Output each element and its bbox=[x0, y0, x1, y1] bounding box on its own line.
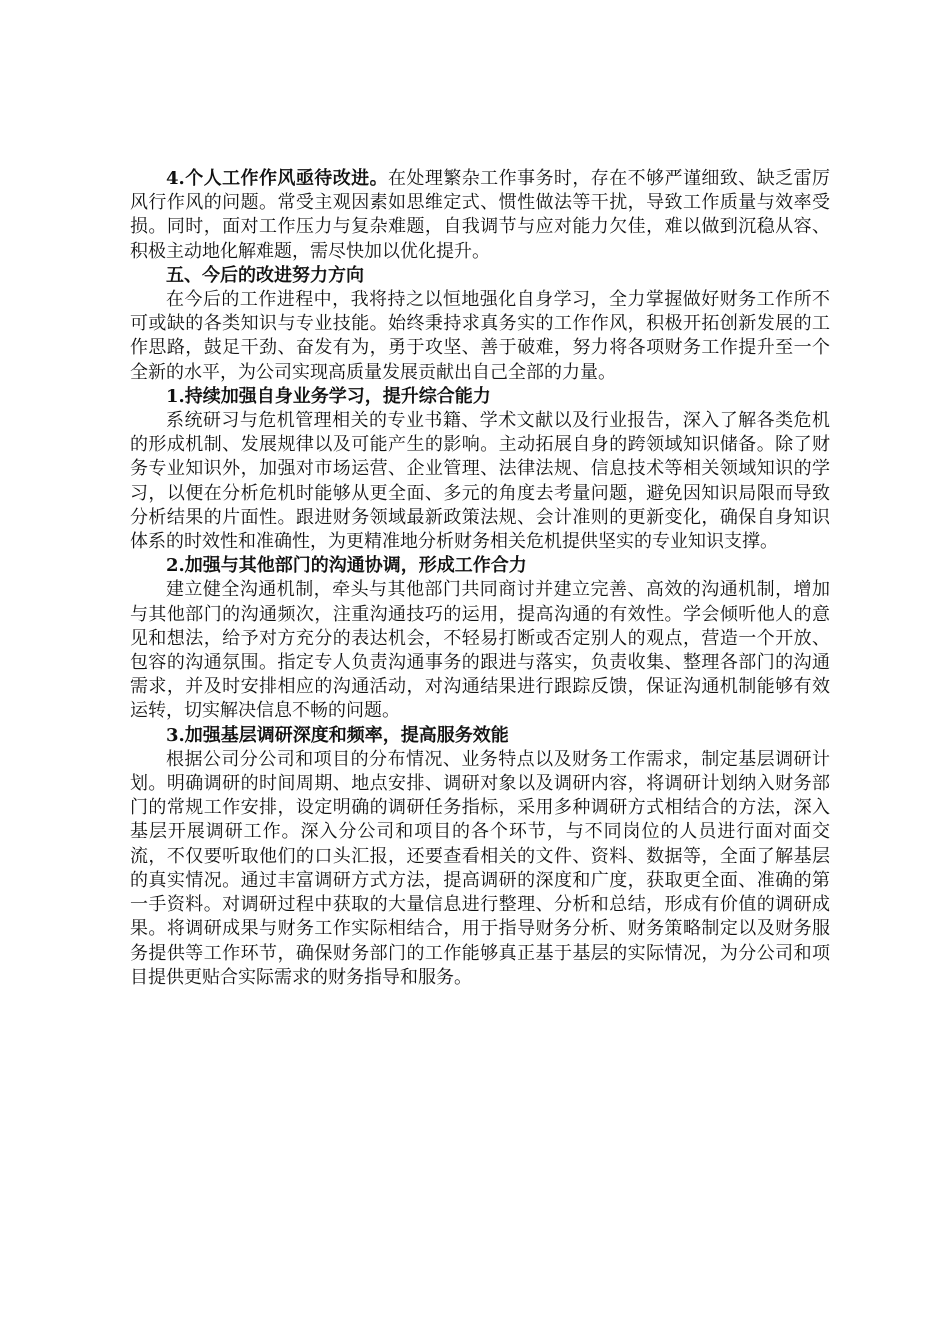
subsection3-paragraph: 根据公司分公司和项目的分布情况、业务特点以及财务工作需求，制定基层调研计划。明确调研的时间周期、地点安排、调研对象以及调研内容，将调研计划纳入财务部门的常规工作安排，设定明确的调研任务指标，采用多种调研方式相结合的方法，深入基层开展调研工作。深入分公司和项目的各个环节，与不同岗位的人员进行面对面交流，不仅要听取他们的口头汇报，还要查看相关的文件、资料、数据等，全面了解基层的真实情况。通过丰富调研方式方法，提高调研的深度和广度，获取更全面、准确的第一手资料。对调研过程中获取的大量信息进行整理、分析和总结，形成有价值的调研成果。将调研成果与财务工作实际相结合，用于指导财务分析、财务策略制定以及财务服务提供等工作环节，确保财务部门的工作能够真正基于基层的实际情况，为分公司和项目提供更贴合实际需求的财务指导和服务。 bbox=[130, 748, 830, 988]
subsection3-heading: 3.加强基层调研深度和频率，提高服务效能 bbox=[166, 724, 509, 746]
item4-paragraph bbox=[130, 167, 830, 264]
section5-intro-paragraph: 在今后的工作进程中，我将持之以恒地强化自身学习，全力掌握做好财务工作所不可或缺的各类知识与专业技能。始终秉持求真务实的工作作风，积极开拓创新发展的工作思路，鼓足干劲、奋发有为，勇于攻坚、善于破难，努力将各项财务工作提升至一个全新的水平，为公司实现高质量发展贡献出自己全部的力量。 bbox=[130, 289, 830, 383]
subsection2-heading: 2.加强与其他部门的沟通协调，形成工作合力 bbox=[166, 555, 527, 577]
document-page bbox=[130, 167, 830, 990]
item4-lead: 4.个人工作作风亟待改进。 bbox=[166, 168, 389, 189]
item4-text: 在处理繁杂工作事务时，存在不够严谨细致、缺乏雷厉风行作风的问题。常受主观因素如思维定式、惯性做法等干扰，导致工作质量与效率受损。同时，面对工作压力与复杂难题，自我调节与应对能力欠佳，难以做到沉稳从容、积极主动地化解难题，需尽快加以优化提升。 bbox=[130, 168, 831, 262]
subsection1-heading: 1.持续加强自身业务学习，提升综合能力 bbox=[166, 385, 491, 407]
subsection1-paragraph: 系统研习与危机管理相关的专业书籍、学术文献以及行业报告，深入了解各类危机的形成机制、发展规律以及可能产生的影响。主动拓展自身的跨领域知识储备。除了财务专业知识外，加强对市场运营、企业管理、法律法规、信息技术等相关领域知识的学习，以便在分析危机时能够从更全面、多元的角度去考量问题，避免因知识局限而导致分析结果的片面性。跟进财务领域最新政策法规、会计准则的更新变化，确保自身知识体系的时效性和准确性，为更精准地分析财务相关危机提供坚实的专业知识支撑。 bbox=[130, 410, 830, 553]
subsection2-paragraph: 建立健全沟通机制，牵头与其他部门共同商讨并建立完善、高效的沟通机制，增加与其他部门的沟通频次，注重沟通技巧的运用，提高沟通的有效性。学会倾听他人的意见和想法，给予对方充分的表达机会，不轻易打断或否定别人的观点，营造一个开放、包容的沟通氛围。指定专人负责沟通事务的跟进与落实，负责收集、整理各部门的沟通需求，并及时安排相应的沟通活动，对沟通结果进行跟踪反馈，保证沟通机制能够有效运转，切实解决信息不畅的问题。 bbox=[130, 579, 830, 722]
section5-heading: 五、今后的改进努力方向 bbox=[166, 264, 364, 286]
